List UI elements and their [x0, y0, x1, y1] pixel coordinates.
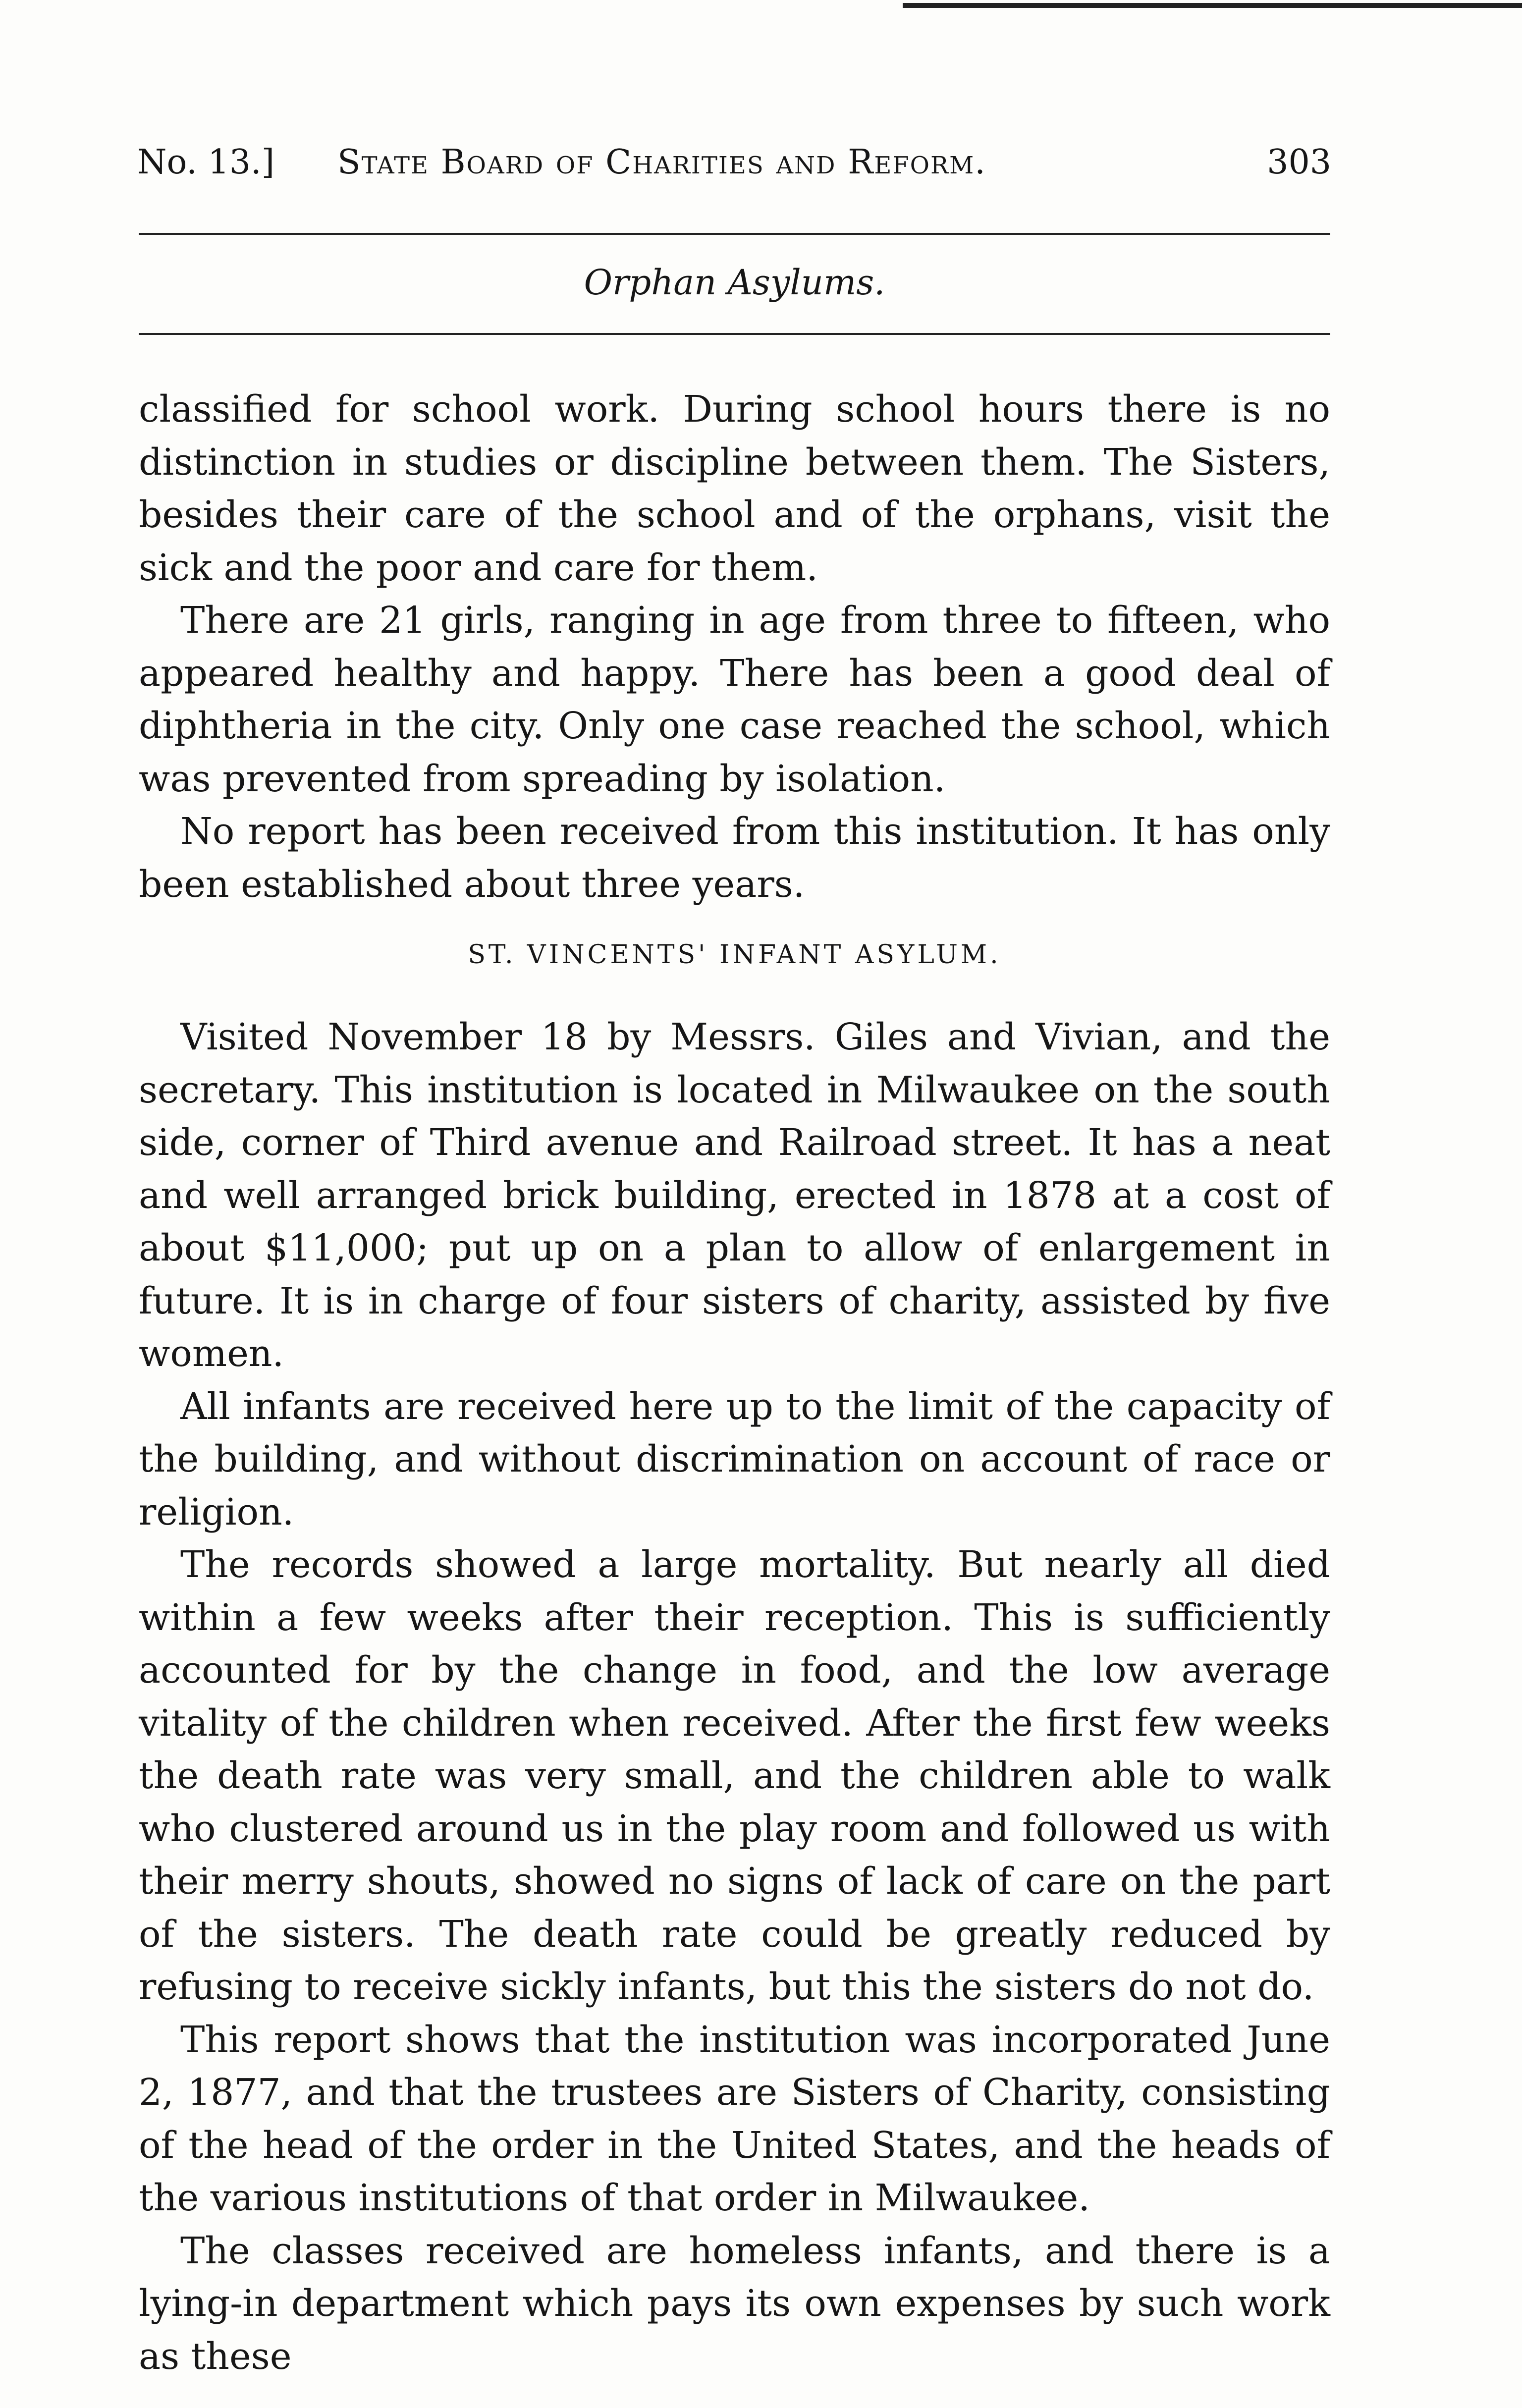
section-caption: Orphan Asylums.: [584, 262, 885, 303]
paragraph: No report has been received from this institution. It has only been established about three years.: [139, 810, 1330, 906]
paragraph: The classes received are homeless infants, and there is a lying-in department which pays its own expenses by such work as these: [139, 2229, 1330, 2378]
header-rule-top: [139, 233, 1330, 235]
paragraph: classified for school work. During school hours there is no distinction in studies or discipline between them. The Sisters, besides their care of the school and of the orphans, visit the sick and the poor and care for them.: [139, 388, 1330, 589]
running-header: [137, 135, 1331, 190]
paragraph: There are 21 girls, ranging in age from three to fifteen, who appeared healthy and happy. There has been a good deal of diphtheria in the city. Only one case reached the school, which was prevented from spreading by isolation.: [139, 599, 1330, 800]
section-heading: ST. VINCENTS' INFANT ASYLUM.: [468, 940, 1001, 970]
document-number: No. 13.]: [137, 143, 275, 182]
header-rule-bottom: [139, 333, 1330, 335]
page-edge-line: [903, 3, 1522, 8]
paragraph: Visited November 18 by Messrs. Giles and Vivian, and the secretary. This institution is located in Milwaukee on the south side, corner of Third avenue and Railroad street. It has a neat and well arranged brick building, erected in 1878 at a cost of about $11,000; put up on a plan to allow of enlargement in future. It is in charge of four sisters of charity, assisted by five women.: [139, 1016, 1330, 1375]
paragraph: This report shows that the institution was incorporated June 2, 1877, and that the trustees are Sisters of Charity, consisting of the head of the order in the United States, and the heads of the various institutions of that order in Milwaukee.: [139, 2018, 1330, 2219]
body-text-continued: [139, 383, 1330, 911]
report-title: State Board of Charities and Reform.: [337, 143, 986, 182]
page-number: 303: [1267, 143, 1331, 182]
paragraph: The records showed a large mortality. But nearly all died within a few weeks after their reception. This is sufficiently accounted for by the change in food, and the low average vitality of the children when received. After the first few weeks the death rate was very small, and the children able to walk who clustered around us in the play room and followed us with their merry shouts, showed no signs of lack of care on the part of the sisters. The death rate could be greatly reduced by refusing to receive sickly infants, but this the sisters do not do.: [139, 1543, 1330, 2008]
body-text-infant-asylum: [139, 1011, 1330, 2383]
paragraph: All infants are received here up to the limit of the capacity of the building, and without discrimination on account of race or religion.: [139, 1385, 1330, 1533]
